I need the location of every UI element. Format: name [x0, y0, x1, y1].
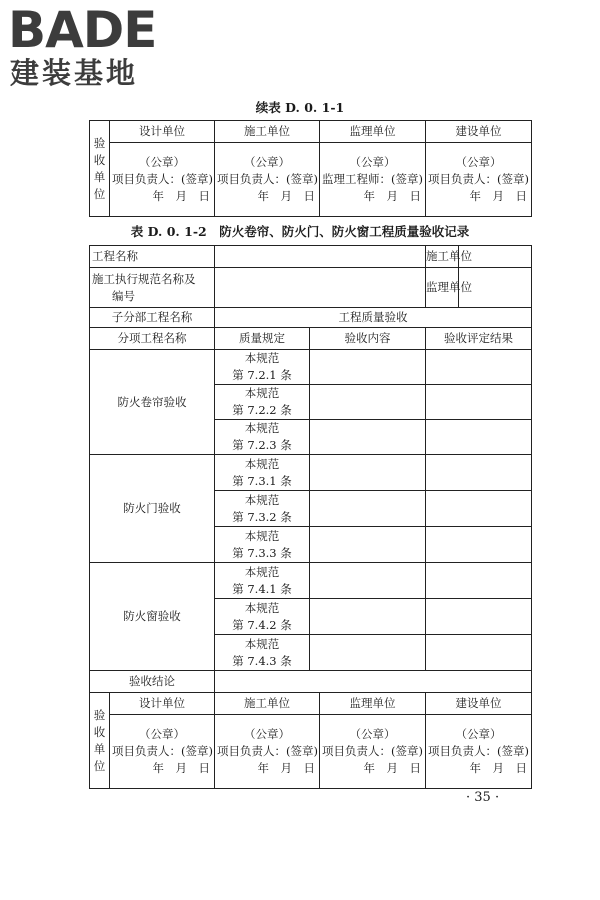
table1-unit-owner: 建设单位 [426, 121, 532, 143]
result-cell [426, 527, 532, 563]
table1-sign-supervision: （公章） 监理工程师：(签章) 年 月 日 [320, 143, 426, 217]
table2-unit-design: 设计单位 [110, 693, 215, 715]
project-name-value [215, 246, 426, 268]
content-cell [310, 563, 426, 599]
table1-sign-design: （公章） 项目负责人：(签章) 年 月 日 [110, 143, 215, 217]
logo-subtitle: 建装基地 [10, 56, 139, 90]
table2-sign-design: （公章） 项目负责人：(签章) 年 月 日 [110, 715, 215, 789]
clause-7-4-1: 本规范 第 7.4.1 条 [215, 563, 310, 599]
clause-7-4-3: 本规范 第 7.4.3 条 [215, 635, 310, 671]
content-cell [310, 527, 426, 563]
table1-unit-design: 设计单位 [110, 121, 215, 143]
result-cell [426, 635, 532, 671]
table2-unit-construction: 施工单位 [215, 693, 320, 715]
content-cell [310, 455, 426, 491]
header-quality-rule: 质量规定 [215, 328, 310, 350]
clause-7-3-1: 本规范 第 7.3.1 条 [215, 455, 310, 491]
content-cell [310, 491, 426, 527]
content-cell [310, 599, 426, 635]
table1-sign-owner: （公章） 项目负责人：(签章) 年 月 日 [426, 143, 532, 217]
result-cell [426, 385, 532, 420]
content-cell [310, 635, 426, 671]
clause-7-2-3: 本规范 第 7.2.3 条 [215, 420, 310, 455]
header-content: 验收内容 [310, 328, 426, 350]
table2-sign-construction: （公章） 项目负责人：(签章) 年 月 日 [215, 715, 320, 789]
group-fire-window: 防火窗验收 [90, 563, 215, 671]
clause-7-4-2: 本规范 第 7.4.2 条 [215, 599, 310, 635]
table2-side-label: 验 收 单 位 [90, 693, 110, 789]
spec-name-value [215, 268, 426, 308]
result-cell [426, 599, 532, 635]
brand-logo [8, 2, 178, 94]
sub-project-label: 子分部工程名称 [90, 308, 215, 328]
table2-sign-supervision: （公章） 项目负责人：(签章) 年 月 日 [320, 715, 426, 789]
result-cell [426, 455, 532, 491]
table2-sign-owner: （公章） 项目负责人：(签章) 年 月 日 [426, 715, 532, 789]
group-fire-door: 防火门验收 [90, 455, 215, 563]
table1-sign-construction: （公章） 项目负责人：(签章) 年 月 日 [215, 143, 320, 217]
content-cell [310, 350, 426, 385]
table2-unit-supervision: 监理单位 [320, 693, 426, 715]
result-cell [426, 563, 532, 599]
group-fire-shutter: 防火卷帘验收 [90, 350, 215, 455]
result-cell [426, 420, 532, 455]
table1-caption: 续表 D. 0. 1-1 [255, 100, 345, 115]
clause-7-3-3: 本规范 第 7.3.3 条 [215, 527, 310, 563]
header-result: 验收评定结果 [426, 328, 532, 350]
result-cell [426, 491, 532, 527]
page-number: · 35 · [466, 790, 500, 805]
table1-side-label: 验 收 单 位 [90, 121, 110, 217]
table1-unit-construction: 施工单位 [215, 121, 320, 143]
clause-7-2-2: 本规范 第 7.2.2 条 [215, 385, 310, 420]
quality-acceptance-label: 工程质量验收 [215, 308, 532, 328]
result-cell [426, 350, 532, 385]
table2-caption: 表 D. 0. 1-2 防火卷帘、防火门、防火窗工程质量验收记录 [130, 224, 470, 239]
table1-signoff [89, 120, 532, 217]
table2-unit-owner: 建设单位 [426, 693, 532, 715]
content-cell [310, 385, 426, 420]
table1-unit-supervision: 监理单位 [320, 121, 426, 143]
spec-name-label: 施工执行规范名称及 编号 [90, 268, 215, 308]
logo-brand-text: BADE [8, 1, 157, 59]
content-cell [310, 420, 426, 455]
clause-7-3-2: 本规范 第 7.3.2 条 [215, 491, 310, 527]
conclusion-value [215, 671, 532, 693]
table2-acceptance-record [89, 245, 532, 789]
clause-7-2-1: 本规范 第 7.2.1 条 [215, 350, 310, 385]
construction-unit-label: 施工单位 [426, 246, 459, 268]
project-name-label: 工程名称 [90, 246, 215, 268]
supervision-unit-label: 监理单位 [426, 268, 459, 308]
conclusion-label: 验收结论 [90, 671, 215, 693]
header-sub-item: 分项工程名称 [90, 328, 215, 350]
